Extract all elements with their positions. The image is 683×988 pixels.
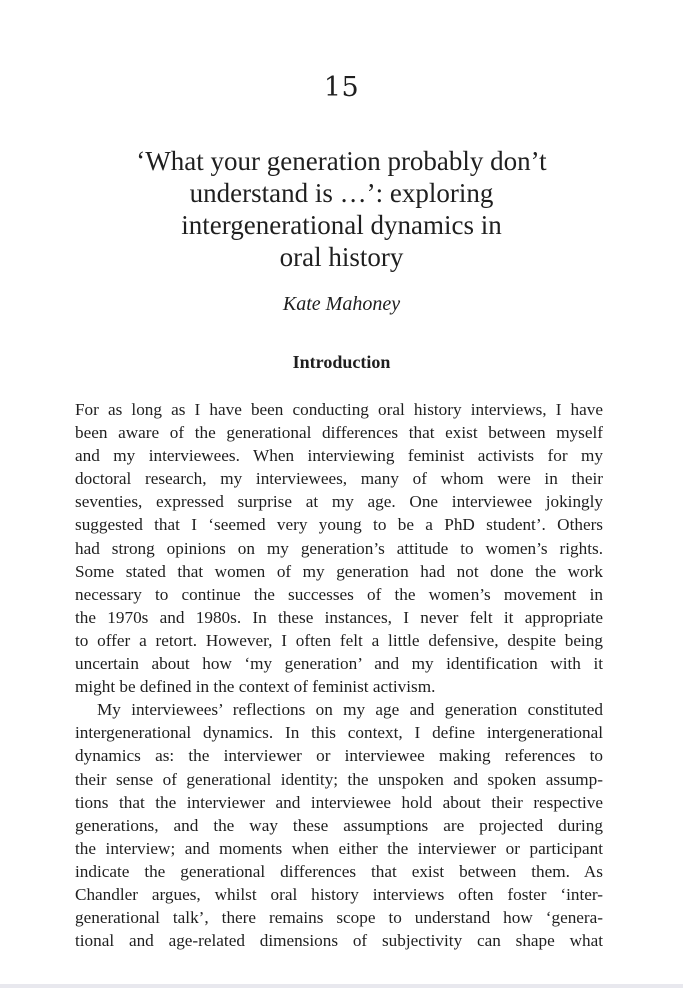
paragraph-line: tions that the interviewer and interviewee hold about their respective xyxy=(75,792,603,812)
paragraph-line: might be defined in the context of feminist activism. xyxy=(75,677,436,697)
paragraph-line: suggested that I ‘seemed very young to be a PhD student’. Others xyxy=(75,515,603,535)
paragraph-line: Chandler argues, whilst oral history interviews often foster ‘inter- xyxy=(75,884,603,904)
page-bottom-edge xyxy=(0,984,683,988)
paragraph-line: and my interviewees. When interviewing feminist activists for my xyxy=(75,446,603,466)
chapter-title-line: intergenerational dynamics in xyxy=(181,210,502,240)
chapter-number: 15 xyxy=(323,72,360,103)
paragraph-line: had strong opinions on my generation’s attitude to women’s rights. xyxy=(75,538,603,558)
paragraph-line: tional and age-related dimensions of subjectivity can shape what xyxy=(75,931,603,951)
chapter-title-line: oral history xyxy=(279,242,404,272)
paragraph-line: indicate the generational differences that exist between them. As xyxy=(75,861,603,881)
paragraph-line: their sense of generational identity; the unspoken and spoken assump- xyxy=(75,769,603,789)
paragraph-line: been aware of the generational differences that exist between myself xyxy=(75,423,603,443)
paragraph-line: doctoral research, my interviewees, many of whom were in their xyxy=(75,469,603,489)
paragraph-line: the interview; and moments when either the interviewer or participant xyxy=(75,838,603,858)
paragraph-line: the 1970s and 1980s. In these instances, I never felt it appropriate xyxy=(75,607,603,627)
paragraph-line: dynamics as: the interviewer or interviewee making references to xyxy=(75,746,603,766)
paragraph-line: My interviewees’ reflections on my age and generation constituted xyxy=(97,700,603,720)
author-name: Kate Mahoney xyxy=(282,293,401,315)
paragraph-line: generational talk’, there remains scope to understand how ‘genera- xyxy=(75,908,603,928)
paragraph-line: generations, and the way these assumptions are projected during xyxy=(75,815,603,835)
paragraph-line: For as long as I have been conducting oral history interviews, I have xyxy=(75,400,603,419)
paragraph-line: to offer a retort. However, I often felt a little defensive, despite being xyxy=(75,630,603,650)
chapter-title xyxy=(60,145,623,273)
paragraph-line: seventies, expressed surprise at my age. One interviewee jokingly xyxy=(75,492,603,512)
chapter-title-line: ‘What your generation probably don’t xyxy=(136,146,547,176)
section-heading: Introduction xyxy=(292,352,391,372)
body-text xyxy=(75,398,603,952)
paragraph-line: intergenerational dynamics. In this context, I define intergenerational xyxy=(75,723,603,743)
chapter-title-line: understand is …’: exploring xyxy=(189,178,494,208)
paragraph-line: uncertain about how ‘my generation’ and my identification with it xyxy=(75,654,603,674)
paragraph-line: necessary to continue the successes of the women’s movement in xyxy=(75,584,603,604)
paragraph-line: Some stated that women of my generation had not done the work xyxy=(75,561,603,581)
